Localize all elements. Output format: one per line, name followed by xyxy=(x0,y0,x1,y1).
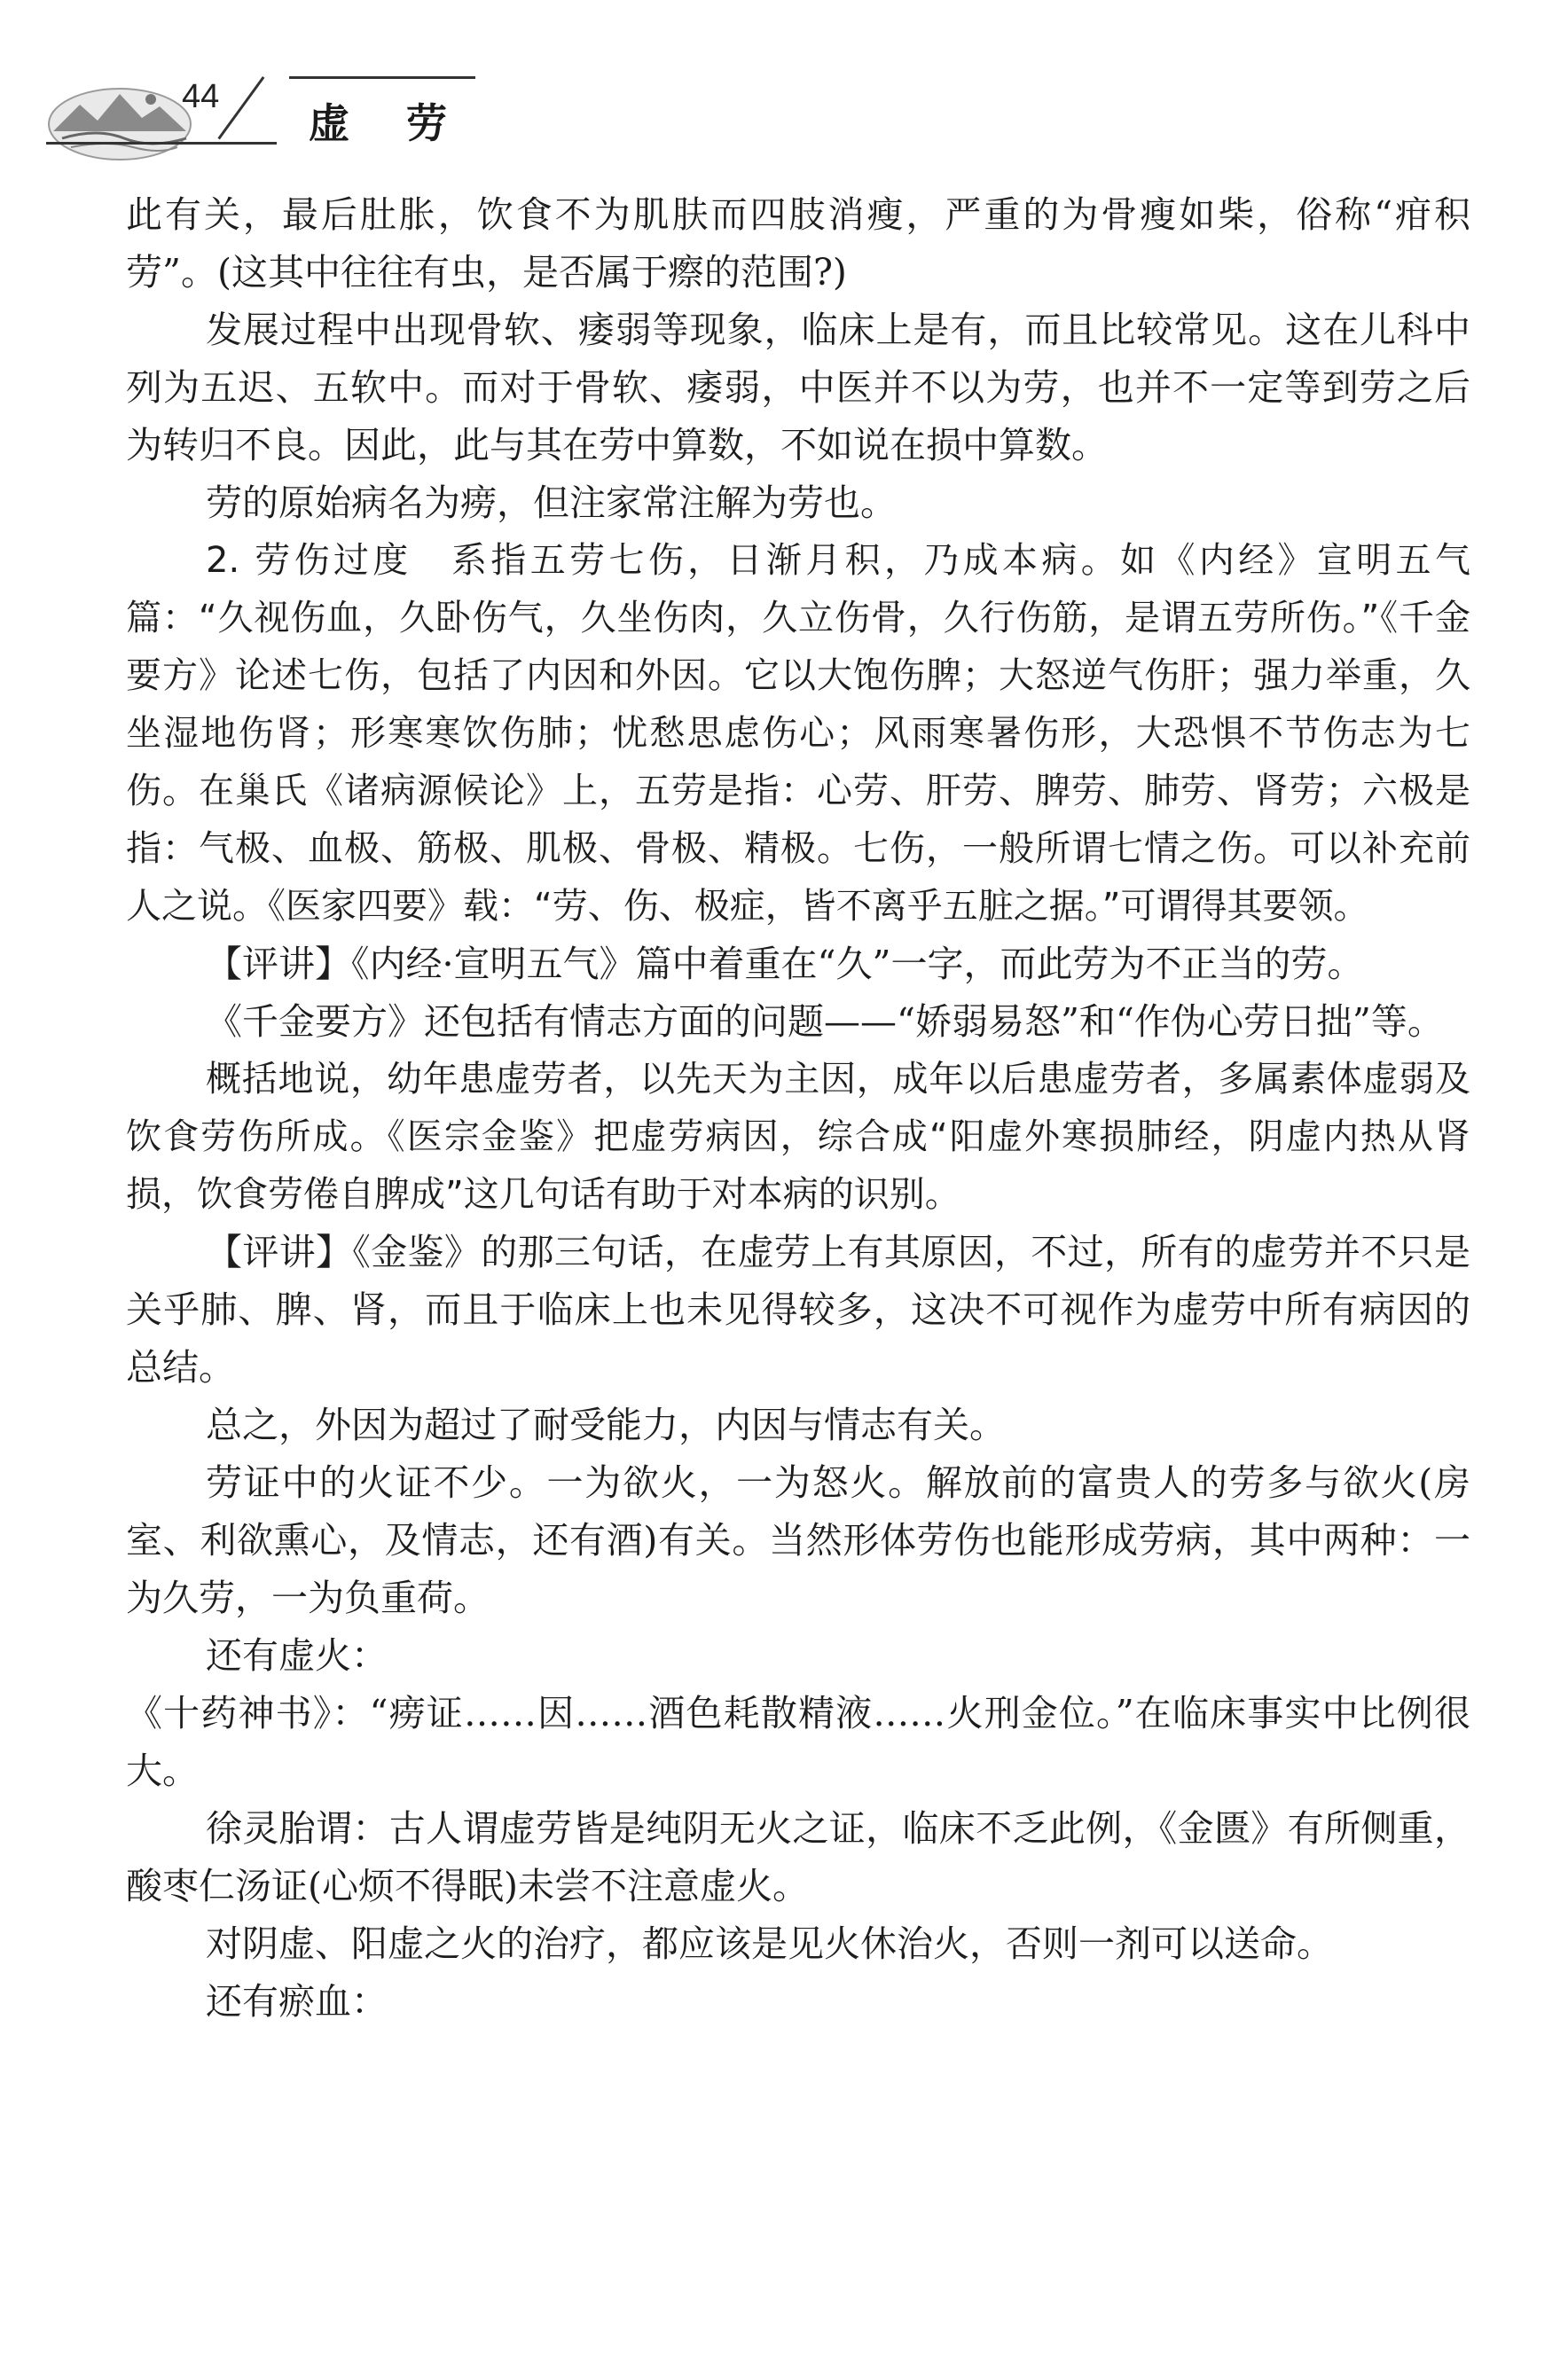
paragraph: 劳证中的火证不少。一为欲火，一为怒火。解放前的富贵人的劳多与欲火(房室、利欲熏心，及情志，还有酒)有关。当然形体劳伤也能形成劳病，其中两种：一为久劳，一为负重荷。 xyxy=(126,1461,1470,1619)
landscape-ornament-icon xyxy=(44,69,195,167)
header-rule-bottom xyxy=(46,142,277,145)
paragraph: 还有瘀血： xyxy=(206,1980,388,2023)
paragraph: 此有关，最后肚胀，饮食不为肌肤而四肢消瘦，严重的为骨瘦如柴，俗称“疳积劳”。(这其中往往有虫，是否属于瘵的范围?) xyxy=(126,193,1470,294)
page-body xyxy=(126,186,1470,2031)
paragraph: 概括地说，幼年患虚劳者，以先天为主因，成年以后患虚劳者，多属素体虚弱及饮食劳伤所成。《医宗金鉴》把虚劳病因，综合成“阳虚外寒损肺经，阴虚内热从肾损，饮食劳倦自脾成”这几句话有助于对本病的识别。 xyxy=(126,1059,1470,1215)
commentary-paragraph: 【评讲】《内经·宣明五气》篇中着重在“久”一字，而此劳为不正当的劳。 xyxy=(206,943,1364,985)
header-rule-top xyxy=(289,76,475,79)
commentary-paragraph: 【评讲】《金鉴》的那三句话，在虚劳上有其原因，不过，所有的虚劳并不只是关乎肺、脾、肾，而且于临床上也未见得较多，这决不可视作为虚劳中所有病因的总结。 xyxy=(126,1231,1470,1389)
paragraph: 劳的原始病名为痨，但注家常注解为劳也。 xyxy=(206,481,897,524)
page-header xyxy=(0,0,1568,177)
paragraph: 徐灵胎谓：古人谓虚劳皆是纯阴无火之证，临床不乏此例，《金匮》有所侧重，酸枣仁汤证(心烦不得眠)未尝不注意虚火。 xyxy=(126,1807,1470,1907)
paragraph: 总之，外因为超过了耐受能力，内因与情志有关。 xyxy=(206,1404,1006,1446)
paragraph: 发展过程中出现骨软、痿弱等现象，临床上是有，而且比较常见。这在儿科中列为五迟、五软中。而对于骨软、痿弱，中医并不以为劳，也并不一定等到劳之后为转归不良。因此，此与其在劳中算数，不如说在损中算数。 xyxy=(126,309,1470,466)
paragraph: 对阴虚、阳虚之火的治疗，都应该是见火休治火，否则一剂可以送命。 xyxy=(206,1922,1333,1965)
header-rule-slash xyxy=(217,76,264,139)
paragraph: 还有虚火： xyxy=(206,1634,388,1677)
paragraph: 《千金要方》还包括有情志方面的问题——“娇弱易怒”和“作伪心劳日拙”等。 xyxy=(206,1000,1444,1043)
page-number: 44 xyxy=(182,78,220,115)
running-title: 虚劳 xyxy=(309,99,504,147)
paragraph: 《十药神书》：“痨证……因……酒色耗散精液……火刑金位。”在临床事实中比例很大。 xyxy=(126,1692,1470,1792)
paragraph: 2. 劳伤过度 系指五劳七伤，日渐月积，乃成本病。如《内经》宣明五气篇：“久视伤血，久卧伤气，久坐伤肉，久立伤骨，久行伤筋，是谓五劳所伤。”《千金要方》论述七伤，包括了内因和外因。它以大饱伤脾；大怒逆气伤肝；强力举重，久坐湿地伤肾；形寒寒饮伤肺；忧愁思虑伤心；风雨寒暑伤形，大恐惧不节伤志为七伤。在巢氏《诸病源候论》上，五劳是指：心劳、肝劳、脾劳、肺劳、肾劳；六极是指：气极、血极、筋极、肌极、骨极、精极。七伤，一般所谓七情之伤。可以补充前人之说。《医家四要》载：“劳、伤、极症，皆不离乎五脏之据。”可谓得其要领。 xyxy=(126,540,1470,927)
